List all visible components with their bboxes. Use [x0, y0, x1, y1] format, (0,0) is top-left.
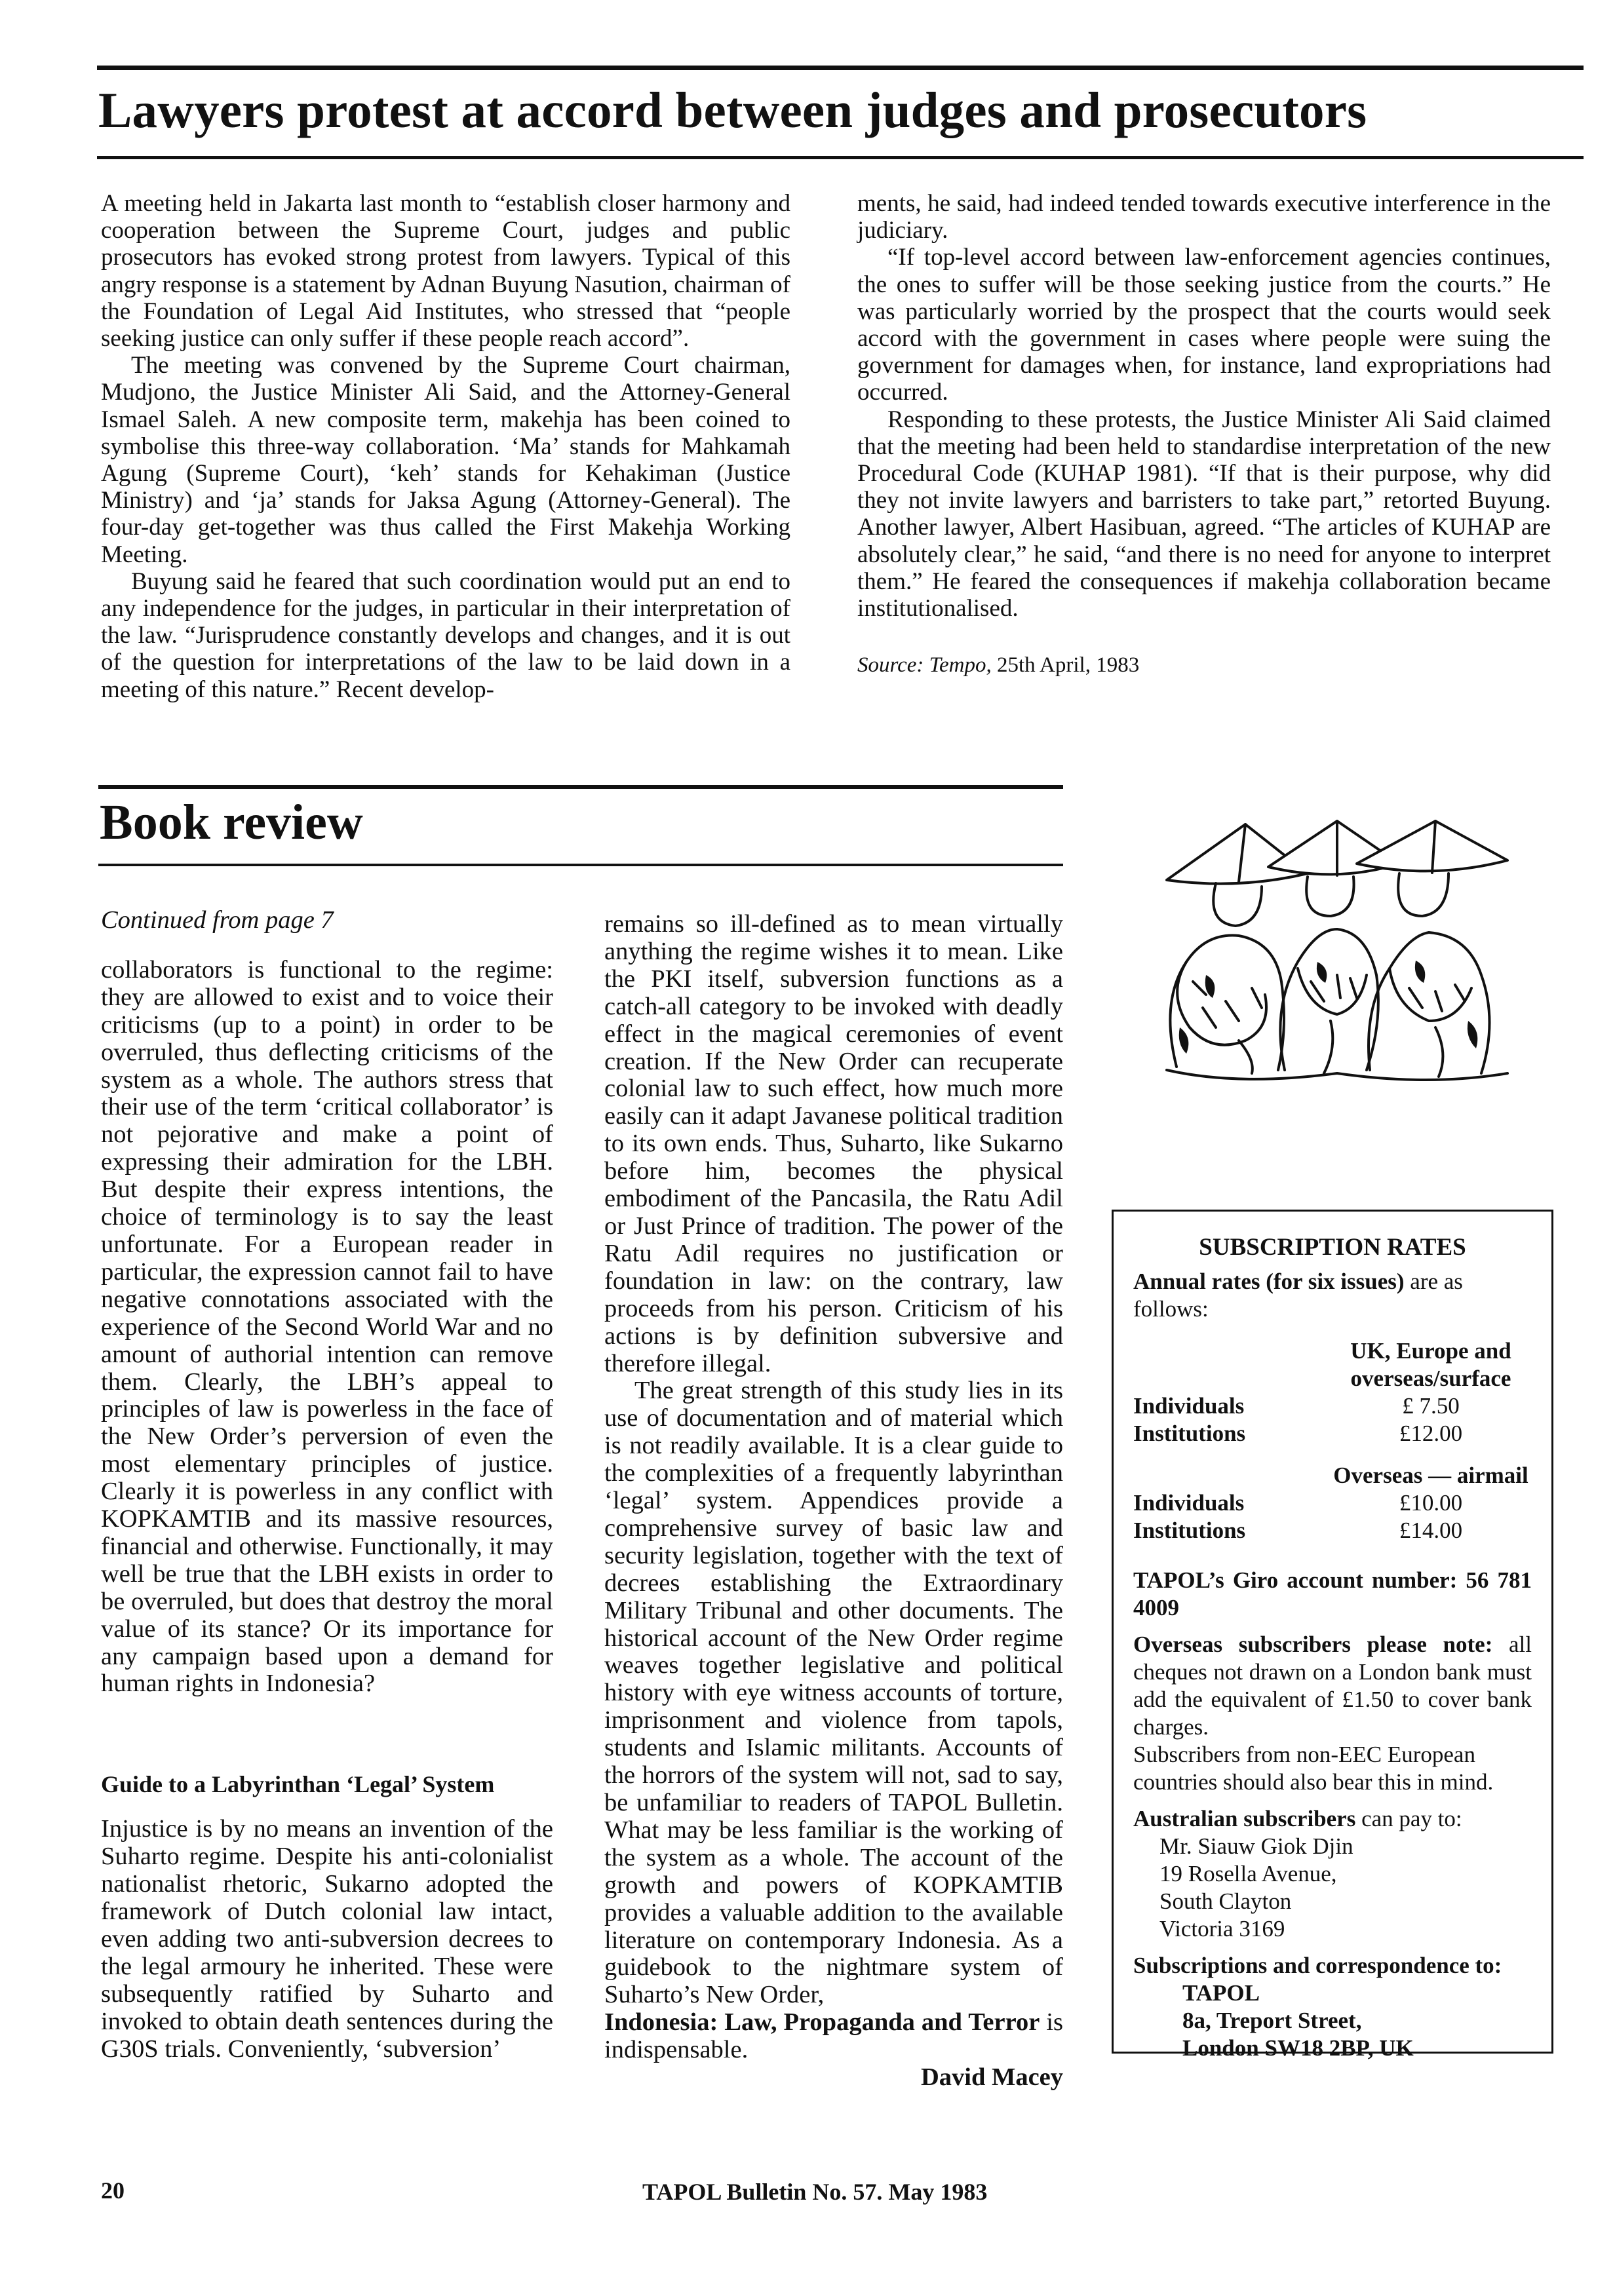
publication-footer: TAPOL Bulletin No. 57. May 1983 [642, 2179, 988, 2205]
rate-value: £14.00 [1399, 1518, 1463, 1543]
article-headline: Lawyers protest at accord between judges and prosecutors [98, 82, 1367, 138]
paragraph: remains so ill-defined as to mean virtually anything the regime wishes it to mean. Like the PKI itself, subversion functions as a catch-all category to be invoked with deadly effect in the magical ceremonies of event creation. If the New Order can recuperate colonial law to such effect, how much more easily can it adapt Javanese political tradition to its own ends. Thus, Suharto, like Sukarno before him, becomes the physical embodiment of the Pancasila, the Ratu Adil or Just Prince of tradition. The power of the Ratu Adil requires no justification or foundation in law: on the contrary, law proceeds from his person. Criticism of his actions is by definition subversive and therefore illegal. [604, 910, 1063, 1377]
article-right-column [857, 190, 1551, 679]
rate-value: £10.00 [1399, 1490, 1463, 1516]
rate-label: Individuals [1133, 1490, 1245, 1516]
source-label: Source: Tempo, [857, 653, 992, 678]
paragraph: Injustice is by no means an invention of the Suharto regime. Despite his anti-colonialist nationalist rhetoric, Sukarno adopted the framework of Dutch colonial law intact, even adding two anti-subversion decrees to the legal armoury he inherited. These were subsequently ratified by Suharto and invoked to obtain death sentences during the G30S trials. Conveniently, ‘subversion’ [101, 1815, 553, 2063]
rate-label: Institutions [1133, 1518, 1246, 1543]
giro-account: TAPOL’s Giro account number: 56 781 4009 [1133, 1567, 1532, 1620]
paragraph: Buyung said he feared that such coordination would put an end to any independence for the judges, in particular in their interpretation of the law. “Jurisprudence constantly develops and changes, and it is out of the question for interpretations of the law to be laid down in a meeting of this nature.” Recent develop- [101, 567, 790, 703]
rate-label: Institutions [1133, 1421, 1246, 1446]
overseas-note: Overseas subscribers please note: all cheques not drawn on a London bank must add the equivalent of £1.50 to cover bank charges. [1133, 1632, 1532, 1740]
continued-note: Continued from page 7 [101, 906, 334, 934]
section-subheading: Guide to a Labyrinthan ‘Legal’ System [101, 1771, 495, 1798]
paragraph: Responding to these protests, the Justice Minister Ali Said claimed that the meeting had been held to standardise interpretation of the new Procedural Code (KUHAP 1981). “If that is their purpose, why did they not invite lawyers and barristers to take part,” retorted Buyung. Another lawyer, Albert Hasibuan, agreed. “The articles of KUHAP are absolutely clear,” he said, “and there is no need for anyone to interpret them.” He feared the consequences if makehja collaboration became institutionalised. [857, 406, 1551, 622]
annual-rates-text: Annual rates (for six issues) are as follows: [1133, 1269, 1463, 1322]
airmail-header: Overseas — airmail [1333, 1463, 1528, 1488]
review-right-column [604, 911, 1063, 2092]
rate-value: £ 7.50 [1402, 1393, 1460, 1419]
correspondence-title: Subscriptions and correspondence to: [1133, 1953, 1502, 1978]
book-title: Indonesia: Law, Propaganda and Terror [604, 2008, 1040, 2037]
paragraph: ments, he said, had indeed tended towards executive interference in the judiciary. [857, 190, 1551, 244]
surface-header: UK, Europe and overseas/surface [1350, 1338, 1511, 1391]
page-number: 20 [101, 2177, 125, 2204]
eec-note: Subscribers from non-EEC European countries should also bear this in mind. [1133, 1742, 1494, 1795]
article-left-column [101, 190, 790, 703]
rate-label: Individuals [1133, 1393, 1245, 1419]
review-top-rule [98, 785, 1063, 789]
review-underline [98, 864, 1063, 866]
review-headline: Book review [100, 795, 363, 850]
subscription-box [1112, 1210, 1553, 2061]
paragraph: “If top-level accord between law-enforcement agencies continues, the ones to suffer will be those seeking justice from the courts.” He was particularly worried by the prospect that the courts would seek accord with the government in cases where people were suing the government for damages when, for instance, land expropriations had occurred. [857, 244, 1551, 406]
rate-row [1133, 1489, 1532, 1517]
top-rule [97, 66, 1584, 70]
subscription-title: SUBSCRIPTION RATES [1199, 1234, 1466, 1261]
review-left-column [101, 907, 553, 2063]
headline-underline [97, 156, 1584, 159]
rate-value: £12.00 [1399, 1421, 1463, 1446]
review-author: David Macey [920, 2063, 1063, 2092]
correspondence-address: TAPOL 8a, Treport Street, London SW18 2BP, UK [1182, 1980, 1414, 2061]
paragraph: The great strength of this study lies in its use of documentation and of material which is not readily available. It is a clear guide to the complexities of a frequently labyrinthan ‘legal’ system. Appendices provide a comprehensive survey of basic law and security legislation, together with the text of decrees establishing the Extraordinary Military Tribunal and other documents. The historical account of the New Order regime weaves together legislative and political history with eye witness accounts of torture, imprisonment and violence from tapols, students and Islamic militants. Accounts of the horrors of the system will not, sad to say, be unfamiliar to readers of TAPOL Bulletin. What may be less familiar is the working of the system as a whole. The account of the growth and powers of KOPKAMTIB provides a valuable addition to the available literature on contemporary Indonesia. As a guidebook to the nightmare system of Suharto’s New Order, [604, 1377, 1063, 2009]
closing-text: is indispensable. [604, 2008, 1064, 2064]
australian-address: Mr. Siauw Giok Djin 19 Rosella Avenue, South Clayton Victoria 3169 [1159, 1833, 1353, 1942]
rate-row [1133, 1392, 1532, 1420]
rate-row [1133, 1517, 1532, 1544]
source-date: 25th April, 1983 [996, 653, 1140, 678]
closing-line [604, 2009, 1063, 2064]
rate-row [1133, 1420, 1532, 1447]
source-line [857, 652, 1551, 679]
paragraph: A meeting held in Jakarta last month to “establish closer harmony and cooperation between the Supreme Court, judges and public prosecutors has evoked strong protest from lawyers. Typical of this angry response is a statement by Adnan Buyung Nasution, chairman of the Foundation of Legal Aid Institutes, who stressed that “people seeking justice can only suffer if these people reach accord”. [101, 190, 790, 353]
paragraph: collaborators is functional to the regime: they are allowed to exist and to voice their criticisms (up to a point) in order to be overruled, thus deflecting criticisms of the system as a whole. The authors stress that their use of the term ‘critical collaborator’ is not pejorative and make a point of expressing their admiration for the LBH. But despite their express intentions, the choice of terminology is to say the least unfortunate. For a European reader in particular, the expression cannot fail to have negative connotations associated with the experience of the Second World War and no amount of authorial intention can remove them. Clearly, the LBH’s appeal to principles of law is powerless in the face of the New Order’s perversion of even the most elementary principles of justice. Clearly it is powerless in any conflict with KOPKAMTIB and its massive resources, financial and otherwise. Functionally, it may well be true that the LBH exists in order to be overruled, but does that destroy the moral value of its stance? Or its importance for any campaign based upon a demand for human rights in Indonesia? [101, 955, 553, 1698]
australian-note: Australian subscribers can pay to: [1133, 1806, 1462, 1831]
paragraph: The meeting was convened by the Supreme Court chairman, Mudjono, the Justice Minister Ali Said, and the Attorney-General Ismael Saleh. A new composite term, makehja has been coined to symbolise this three-way collaboration. ‘Ma’ stands for Mahkamah Agung (Supreme Court), ‘keh’ stands for Kehakiman (Justice Ministry) and ‘ja’ stands for Jaksa Agung (Attorney-General). The four-day get-together was thus called the First Makehja Working Meeting. [101, 352, 790, 568]
three-figures-illustration [1140, 811, 1534, 1086]
